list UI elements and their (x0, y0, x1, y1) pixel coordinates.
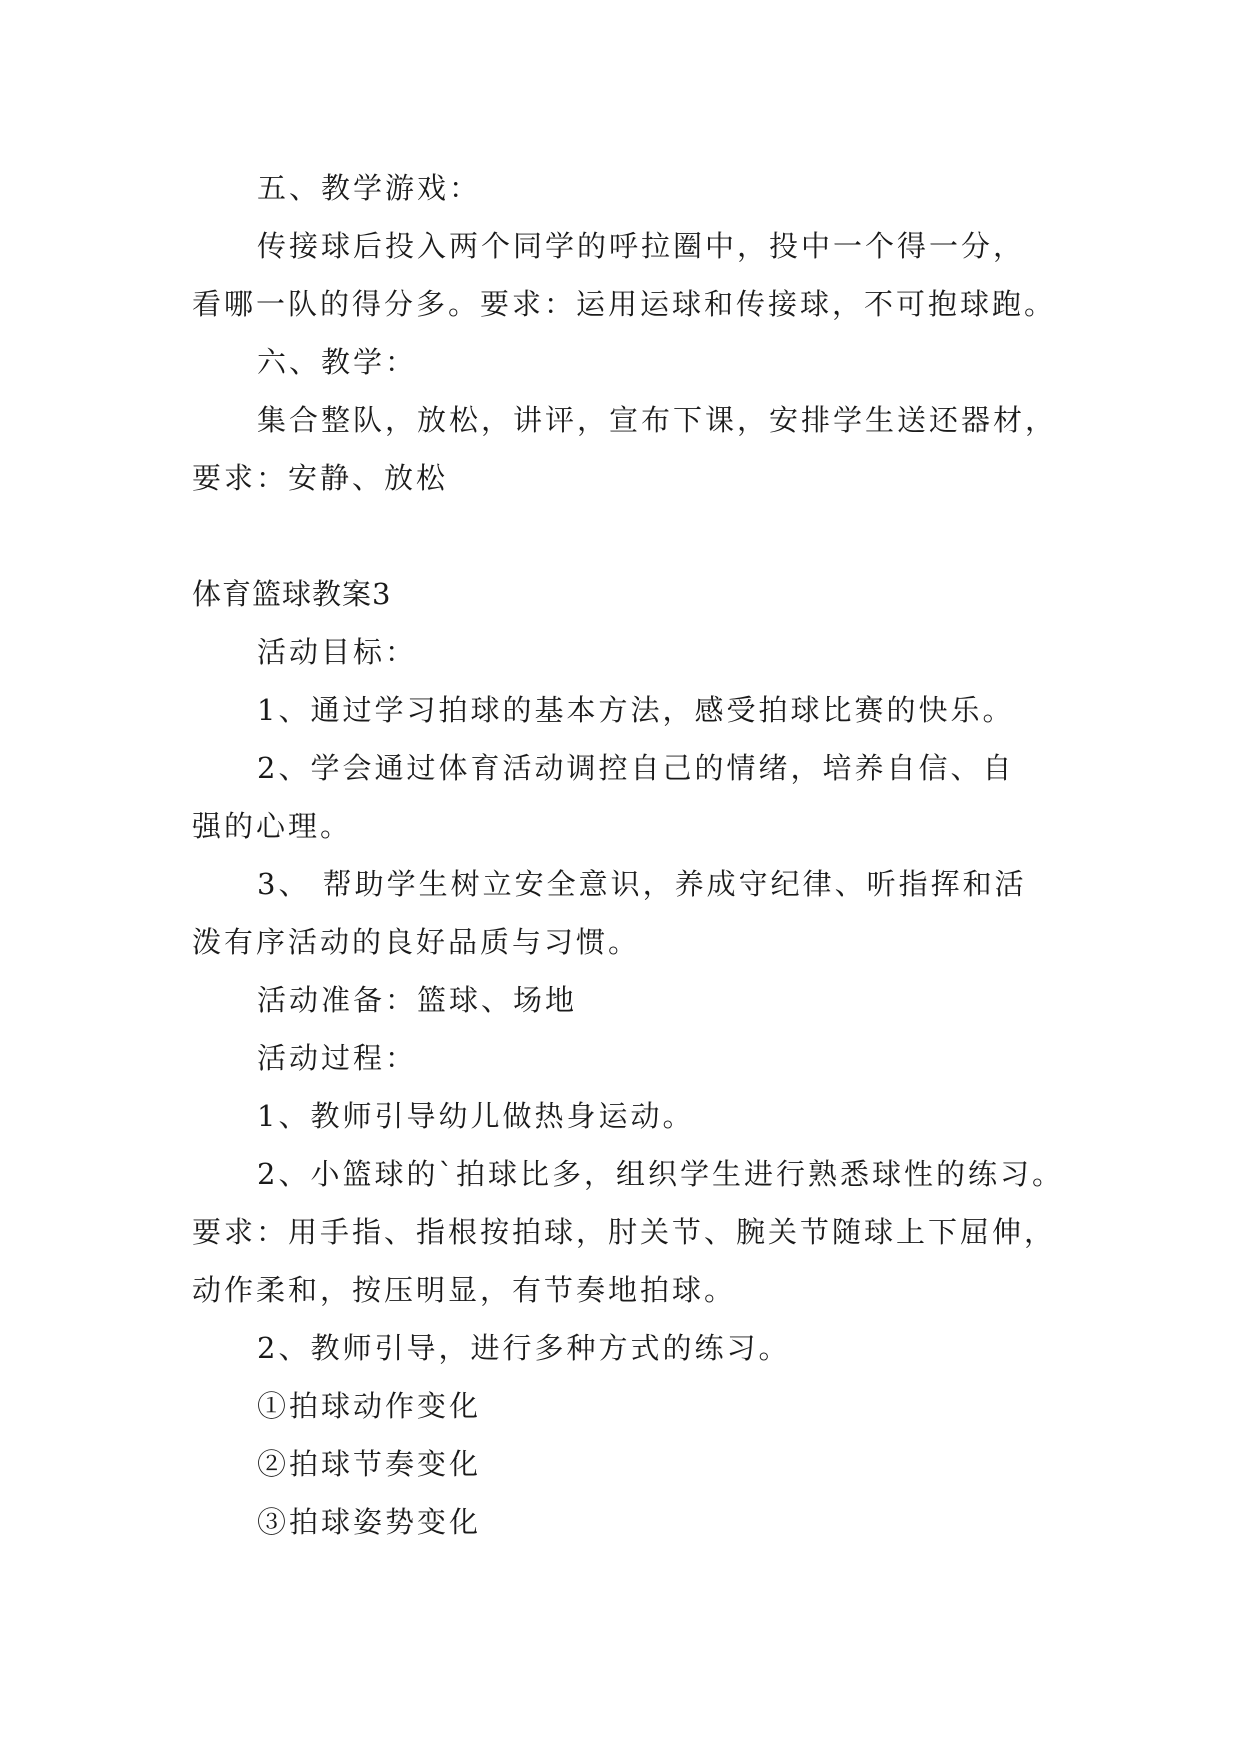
paragraph-line: 传接球后投入两个同学的呼拉圈中，投中一个得一分， (257, 229, 1026, 263)
paragraph-line: 动作柔和，按压明显，有节奏地拍球。 (192, 1273, 737, 1307)
section-heading-process: 活动过程： (257, 1041, 418, 1075)
lesson-plan-title: 体育篮球教案3 (192, 577, 392, 611)
paragraph-line: 强的心理。 (192, 809, 353, 843)
paragraph-line: 1、通过学习拍球的基本方法，感受拍球比赛的快乐。 (257, 693, 1015, 727)
paragraph-line: 2、学会通过体育活动调控自己的情绪，培养自信、自 (257, 751, 1015, 785)
list-item: ①拍球动作变化 (257, 1389, 482, 1423)
section-heading-objectives: 活动目标： (257, 635, 418, 669)
paragraph-line: 1、教师引导幼儿做热身运动。 (257, 1099, 695, 1133)
list-item: ③拍球姿势变化 (257, 1505, 482, 1539)
section-heading-preparation: 活动准备：篮球、场地 (257, 983, 578, 1017)
paragraph-line: 2、小篮球的`拍球比多，组织学生进行熟悉球性的练习。 (257, 1157, 1064, 1191)
paragraph-line: 2、教师引导，进行多种方式的练习。 (257, 1331, 791, 1365)
paragraph-line: 要求：安静、放松 (192, 461, 449, 495)
paragraph-line: 集合整队，放松，讲评，宣布下课，安排学生送还器材， (257, 403, 1058, 437)
list-item: ②拍球节奏变化 (257, 1447, 482, 1481)
paragraph-line: 3、 帮助学生树立安全意识，养成守纪律、听指挥和活 (257, 867, 1027, 901)
paragraph-line: 泼有序活动的良好品质与习惯。 (192, 925, 641, 959)
section-heading-teaching: 六、教学： (257, 345, 418, 379)
paragraph-line: 看哪一队的得分多。要求：运用运球和传接球，不可抱球跑。 (192, 287, 1057, 321)
paragraph-line: 要求：用手指、指根按拍球，肘关节、腕关节随球上下屈伸， (192, 1215, 1057, 1249)
section-heading-teaching-game: 五、教学游戏： (257, 171, 482, 205)
